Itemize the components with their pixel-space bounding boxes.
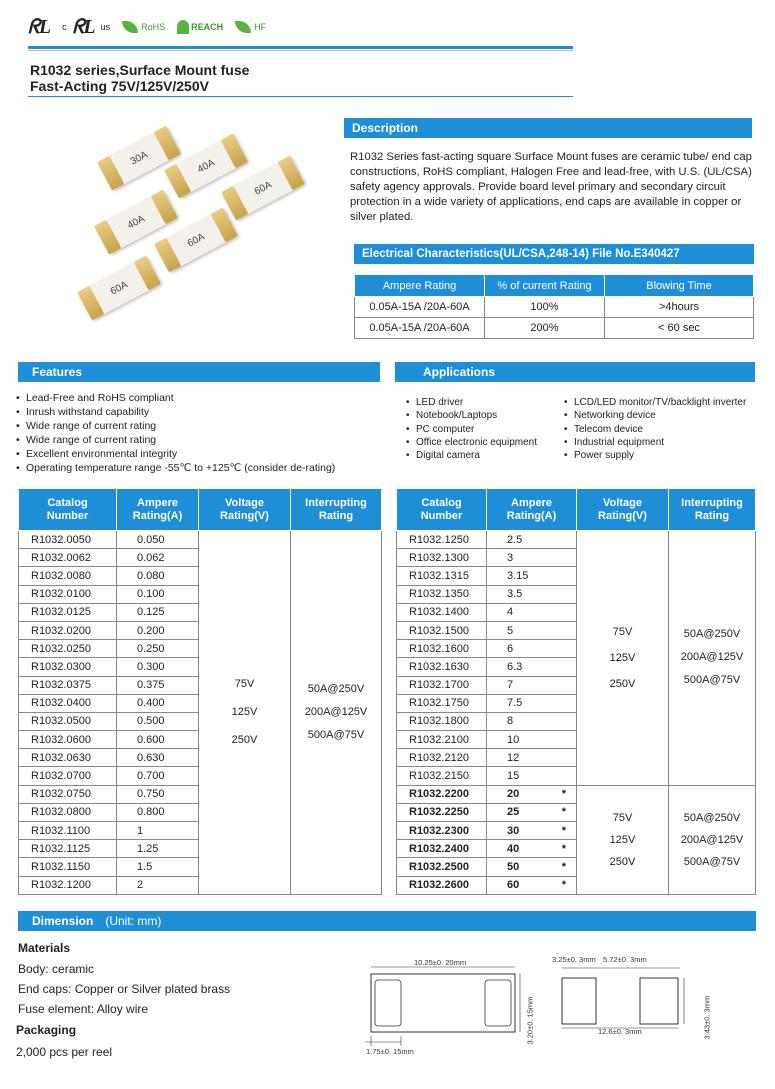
voltage-rating <box>577 785 669 894</box>
dim-pad-label: 3.25±0. 3mm <box>552 955 596 964</box>
dimension-heading <box>18 911 756 931</box>
catalog-number: R1032.1750 <box>397 694 487 712</box>
fuse-product-image <box>72 128 332 328</box>
ampere-value: 30 <box>507 824 520 837</box>
voltage-rating-line: 125V <box>231 706 258 719</box>
catalog-number: R1032.0200 <box>19 621 117 639</box>
interrupting-rating <box>669 785 756 894</box>
title-line-2: Fast-Acting 75V/125V/250V <box>30 78 209 94</box>
catalog-number: R1032.1700 <box>397 676 487 694</box>
ec-cell: 200% <box>485 318 605 339</box>
hf-label: HF <box>254 22 267 32</box>
ampere-value: 25 <box>507 806 520 819</box>
c-label: c <box>62 22 67 32</box>
catalog-number: R1032.0750 <box>19 785 117 803</box>
voltage-rating-line: 75V <box>612 625 633 638</box>
ampere-rating: 4 <box>487 603 577 621</box>
description-text: R1032 Series fast-acting square Surface Mount fuses are ceramic tube/ end cap constructions, RoHS compliant, Halogen Free and lead-free, with U.S. (UL/CSA) safety agency approvals. Provide board level primary and secondary circuit protection in a wide variety of applications, end caps are available in copper or silver plated. <box>350 151 752 223</box>
ampere-value: 60 <box>507 879 520 892</box>
catalog-number: R1032.2150 <box>397 767 487 785</box>
materials-fuse-element: Fuse element: Alloy wire <box>18 1002 149 1016</box>
materials-body: Body: ceramic <box>18 962 95 976</box>
list-item: • Digital camera <box>406 449 537 462</box>
ampere-rating: 2.5 <box>487 531 577 549</box>
dimension-unit: (Unit: mm) <box>105 914 162 928</box>
list-item: • Inrush withstand capability <box>16 405 335 419</box>
catalog-number: R1032.1400 <box>397 603 487 621</box>
ampere-rating: 1 <box>117 822 199 840</box>
catalog-header: Catalog Number <box>397 489 487 531</box>
interrupting-rating-line: 200A@125V <box>680 833 744 846</box>
fuse-60a-bottom: 60A <box>77 256 161 321</box>
ampere-rating: 0.100 <box>117 585 199 603</box>
features-heading: Features <box>18 362 380 382</box>
catalog-number: R1032.1500 <box>397 621 487 639</box>
catalog-number: R1032.2100 <box>397 731 487 749</box>
ampere-rating: 12 <box>487 749 577 767</box>
table-row <box>19 531 382 549</box>
electrical-table <box>354 274 754 339</box>
catalog-number: R1032.1100 <box>19 822 117 840</box>
list-item: • Lead-Free and RoHS compliant <box>16 391 335 405</box>
ampere-rating: 0.250 <box>117 640 199 658</box>
dim-gap-label: 5.72±0. 3mm <box>603 955 647 964</box>
catalog-number: R1032.1300 <box>397 549 487 567</box>
ampere-rating <box>487 785 577 803</box>
catalog-number: R1032.2400 <box>397 840 487 858</box>
catalog-number: R1032.1630 <box>397 658 487 676</box>
catalog-number: R1032.2600 <box>397 876 487 894</box>
title-line-1: R1032 series,Surface Mount fuse <box>30 62 250 78</box>
dim-pad-h-label: 3.43±0. 3mm <box>702 995 712 1040</box>
ec-header: % of current Rating <box>485 275 605 297</box>
applications-heading: Applications <box>395 362 755 382</box>
catalog-table-left <box>18 488 382 895</box>
interrupting-rating-line: 50A@250V <box>683 628 741 641</box>
list-item: • Power supply <box>564 449 746 462</box>
interrupting-rating-line: 200A@125V <box>304 705 368 718</box>
rohs-label: RoHS <box>141 22 166 32</box>
ampere-value: 20 <box>507 788 520 801</box>
list-item: • Wide range of current rating <box>16 433 335 447</box>
packaging-heading: Packaging <box>16 1023 77 1037</box>
ampere-rating: 0.800 <box>117 803 199 821</box>
star-mark: * <box>561 824 566 837</box>
ampere-rating: 1.5 <box>117 858 199 876</box>
catalog-number: R1032.1200 <box>19 876 117 894</box>
ampere-rating: 3 <box>487 549 577 567</box>
catalog-number: R1032.2500 <box>397 858 487 876</box>
catalog-number: R1032.1125 <box>19 840 117 858</box>
electrical-heading: Electrical Characteristics(UL/CSA,248-14) File No.E340427 <box>354 244 754 264</box>
fuse-60a-middle: 60A <box>154 208 238 273</box>
description-heading: Description <box>344 118 752 138</box>
list-item: • Telecom device <box>564 423 746 436</box>
catalog-number: R1032.0300 <box>19 658 117 676</box>
voltage-rating <box>577 531 669 786</box>
dim-height-label: 3.20±0. 15mm <box>525 996 535 1045</box>
ampere-value: 50 <box>507 860 520 873</box>
materials-heading: Materials <box>18 941 71 955</box>
ampere-rating <box>487 840 577 858</box>
ampere-rating: 7.5 <box>487 694 577 712</box>
catalog-number: R1032.1800 <box>397 712 487 730</box>
ampere-rating: 5 <box>487 621 577 639</box>
page-title <box>30 62 249 94</box>
header-rule <box>28 46 573 49</box>
voltage-rating-line: 250V <box>231 734 258 747</box>
fuse-30a: 30A <box>97 126 181 191</box>
us-label: us <box>100 22 111 32</box>
ampere-rating: 0.080 <box>117 567 199 585</box>
catalog-number: R1032.0500 <box>19 712 117 730</box>
ampere-rating: 0.500 <box>117 712 199 730</box>
catalog-number: R1032.0125 <box>19 603 117 621</box>
interrupting-header: Interrupting Rating <box>291 489 382 531</box>
interrupting-rating-line: 200A@125V <box>680 651 744 664</box>
leaf-icon <box>235 21 251 33</box>
table-row <box>397 785 756 803</box>
list-item: • Wide range of current rating <box>16 419 335 433</box>
ampere-rating <box>487 822 577 840</box>
features-list <box>16 391 335 475</box>
ec-cell: 0.05A-15A /20A-60A <box>355 297 485 318</box>
ec-cell: 100% <box>485 297 605 318</box>
ampere-rating: 3.5 <box>487 585 577 603</box>
catalog-number: R1032.1350 <box>397 585 487 603</box>
catalog-number: R1032.0375 <box>19 676 117 694</box>
header-rule-grey <box>28 50 573 51</box>
interrupting-rating-line: 500A@75V <box>683 855 741 868</box>
ampere-header: Ampere Rating(A) <box>487 489 577 531</box>
catalog-number: R1032.2120 <box>397 749 487 767</box>
catalog-number: R1032.1150 <box>19 858 117 876</box>
ampere-rating: 8 <box>487 712 577 730</box>
interrupting-header: Interrupting Rating <box>669 489 756 531</box>
applications-list-1 <box>406 396 537 462</box>
ampere-rating: 0.125 <box>117 603 199 621</box>
voltage-rating-line: 75V <box>234 678 255 691</box>
interrupting-rating <box>291 531 382 895</box>
dim-cap-label: 1.75±0. 15mm <box>366 1047 414 1056</box>
catalog-number: R1032.1600 <box>397 640 487 658</box>
ampere-rating: 0.600 <box>117 731 199 749</box>
catalog-number: R1032.0800 <box>19 803 117 821</box>
ampere-rating: 0.630 <box>117 749 199 767</box>
ampere-rating: 2 <box>117 876 199 894</box>
voltage-rating-line: 250V <box>609 677 636 690</box>
catalog-number: R1032.0630 <box>19 749 117 767</box>
reach-label: REACH <box>191 22 224 32</box>
catalog-number: R1032.0062 <box>19 549 117 567</box>
catalog-number: R1032.0400 <box>19 694 117 712</box>
voltage-rating-line: 75V <box>612 811 633 824</box>
list-item: • LED driver <box>406 396 537 409</box>
dim-length-label: 10.25±0. 20mm <box>414 958 467 967</box>
ampere-rating: 10 <box>487 731 577 749</box>
list-item: • Industrial equipment <box>564 436 746 449</box>
voltage-rating-line: 125V <box>609 833 636 846</box>
list-item: • Operating temperature range -55℃ to +125℃ (consider de-rating) <box>16 461 335 475</box>
ampere-rating: 0.400 <box>117 694 199 712</box>
packaging-text: 2,000 pcs per reel <box>16 1045 113 1059</box>
ampere-rating: 0.750 <box>117 785 199 803</box>
ampere-rating: 0.200 <box>117 621 199 639</box>
catalog-number: R1032.0050 <box>19 531 117 549</box>
dim-total-label: 12.6±0. 3mm <box>598 1027 642 1036</box>
list-item: • Networking device <box>564 409 746 422</box>
star-mark: * <box>561 860 566 873</box>
hf-badge <box>235 21 266 33</box>
voltage-rating <box>199 531 291 895</box>
ampere-rating: 7 <box>487 676 577 694</box>
reach-badge <box>177 20 223 34</box>
ampere-rating: 0.700 <box>117 767 199 785</box>
catalog-number: R1032.2250 <box>397 803 487 821</box>
ampere-rating: 6 <box>487 640 577 658</box>
voltage-rating-line: 250V <box>609 855 636 868</box>
star-mark: * <box>561 788 566 801</box>
ampere-rating <box>487 876 577 894</box>
catalog-number: R1032.0100 <box>19 585 117 603</box>
ampere-rating <box>487 858 577 876</box>
ampere-rating: 15 <box>487 767 577 785</box>
fuse-40a-top: 40A <box>164 134 248 199</box>
voltage-rating-line: 125V <box>609 651 636 664</box>
list-item: • Office electronic equipment <box>406 436 537 449</box>
interrupting-rating-line: 500A@75V <box>683 674 741 687</box>
ampere-value: 40 <box>507 842 520 855</box>
catalog-table-right <box>396 488 756 895</box>
catalog-number: R1032.2200 <box>397 785 487 803</box>
title-rule <box>28 96 573 97</box>
ampere-rating: 1.25 <box>117 840 199 858</box>
ampere-rating: 0.300 <box>117 658 199 676</box>
star-mark: * <box>561 842 566 855</box>
list-item: • Notebook/Laptops <box>406 409 537 422</box>
ampere-rating <box>487 803 577 821</box>
catalog-number: R1032.0700 <box>19 767 117 785</box>
catalog-number: R1032.1250 <box>397 531 487 549</box>
ec-header: Blowing Time <box>605 275 754 297</box>
ul-mark: ᖇL <box>28 15 51 38</box>
interrupting-rating-line: 500A@75V <box>307 728 365 741</box>
table-row <box>397 531 756 549</box>
certification-marks <box>28 12 266 42</box>
ec-cell: < 60 sec <box>605 318 754 339</box>
catalog-number: R1032.0600 <box>19 731 117 749</box>
tree-icon <box>177 20 189 34</box>
rohs-badge <box>122 21 165 33</box>
ampere-rating: 0.050 <box>117 531 199 549</box>
ampere-header: Ampere Rating(A) <box>117 489 199 531</box>
materials-end-caps: End caps: Copper or Silver plated brass <box>18 982 231 996</box>
fuse-40a-middle: 40A <box>94 190 178 255</box>
catalog-number: R1032.1315 <box>397 567 487 585</box>
voltage-header: Voltage Rating(V) <box>577 489 669 531</box>
cul-mark: ᖇL <box>72 15 95 38</box>
ec-cell: >4hours <box>605 297 754 318</box>
catalog-number: R1032.2300 <box>397 822 487 840</box>
ec-cell: 0.05A-15A /20A-60A <box>355 318 485 339</box>
interrupting-rating-line: 50A@250V <box>307 682 365 695</box>
star-mark: * <box>561 879 566 892</box>
voltage-header: Voltage Rating(V) <box>199 489 291 531</box>
list-item: • Excellent environmental integrity <box>16 447 335 461</box>
fuse-60a-right: 60A <box>221 156 305 221</box>
leaf-icon <box>122 21 138 33</box>
interrupting-rating-line: 50A@250V <box>683 811 741 824</box>
ampere-rating: 0.062 <box>117 549 199 567</box>
list-item: • LCD/LED monitor/TV/backlight inverter <box>564 396 746 409</box>
star-mark: * <box>561 806 566 819</box>
dimension-title: Dimension <box>32 914 94 928</box>
interrupting-rating <box>669 531 756 786</box>
ampere-rating: 3.15 <box>487 567 577 585</box>
catalog-number: R1032.0250 <box>19 640 117 658</box>
ampere-rating: 6.3 <box>487 658 577 676</box>
ampere-rating: 0.375 <box>117 676 199 694</box>
catalog-header: Catalog Number <box>19 489 117 531</box>
ec-header: Ampere Rating <box>355 275 485 297</box>
catalog-number: R1032.0080 <box>19 567 117 585</box>
applications-list-2 <box>564 396 746 462</box>
list-item: • PC computer <box>406 423 537 436</box>
